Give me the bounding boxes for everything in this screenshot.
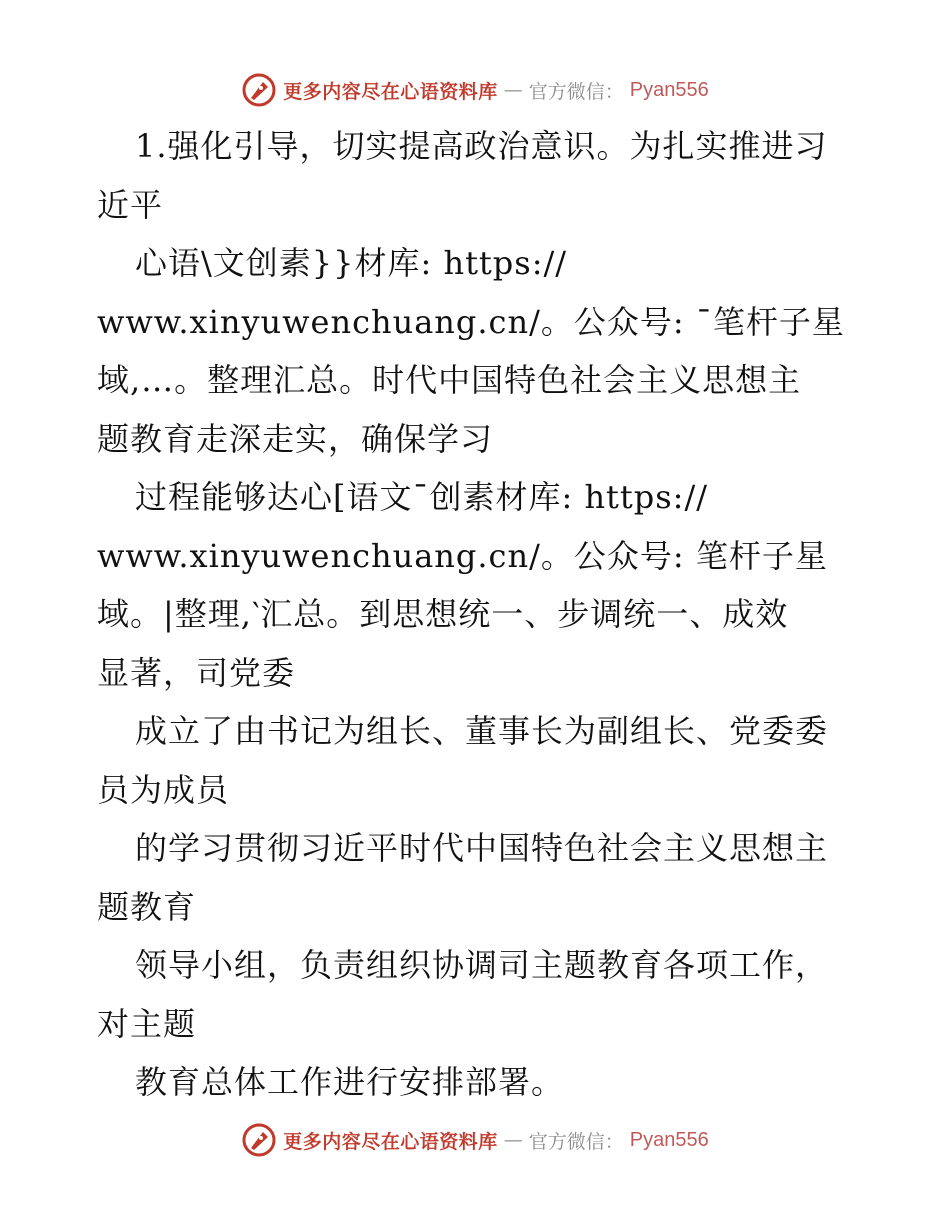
footer-banner-text: 更多内容尽在心语资料库 <box>283 1130 498 1153</box>
header-banner-text: 更多内容尽在心语资料库 <box>283 80 498 103</box>
body-line: 教育总体工作进行安排部署。 <box>135 1063 565 1101</box>
body-line: www.xinyuwenchuang.cn/。公众号: 笔杆子星 <box>97 536 828 575</box>
body-line: 员为成员 <box>97 770 230 809</box>
header-banner <box>0 68 950 112</box>
body-line: 显著，司党委 <box>97 653 296 692</box>
body-line: 的学习贯彻习近平时代中国特色社会主义思想主 <box>135 829 829 867</box>
body-line: 心语\文创素}}材库: https:// <box>135 244 568 282</box>
body-line: 近平 <box>97 185 164 224</box>
pen-nib-logo-icon <box>241 1122 277 1158</box>
footer-banner <box>0 1118 950 1162</box>
footer-banner-wechat-id: Pyan556 <box>629 1128 709 1151</box>
body-line: 过程能够达心[语文¯创素材库: https:// <box>135 478 709 516</box>
document-body <box>97 117 867 1112</box>
header-banner-wechat-id: Pyan556 <box>629 78 709 101</box>
body-line: www.xinyuwenchuang.cn/。公众号: ¯笔杆子星 <box>97 302 845 341</box>
body-line: 领导小组，负责组织协调司主题教育各项工作， <box>135 946 829 984</box>
body-line: 域,…。整理汇总。时代中国特色社会主义思想主 <box>97 361 802 399</box>
body-line: 成立了由书记为组长、董事长为副组长、党委委 <box>135 712 829 750</box>
pen-nib-logo-icon <box>241 72 277 108</box>
body-line: 1.强化引导，切实提高政治意识。为扎实推进习 <box>135 127 828 165</box>
body-line: 对主题 <box>97 1004 197 1043</box>
footer-banner-dash: — <box>503 1129 523 1151</box>
body-line: 题教育 <box>97 887 197 926</box>
header-banner-official: 官方微信： <box>528 80 624 103</box>
body-line: 题教育走深走实，确保学习 <box>97 419 494 458</box>
header-banner-dash: — <box>503 79 523 101</box>
body-line: 域。|整理,‵汇总。到思想统一、步调统一、成效 <box>97 595 789 633</box>
footer-banner-official: 官方微信： <box>528 1130 624 1153</box>
